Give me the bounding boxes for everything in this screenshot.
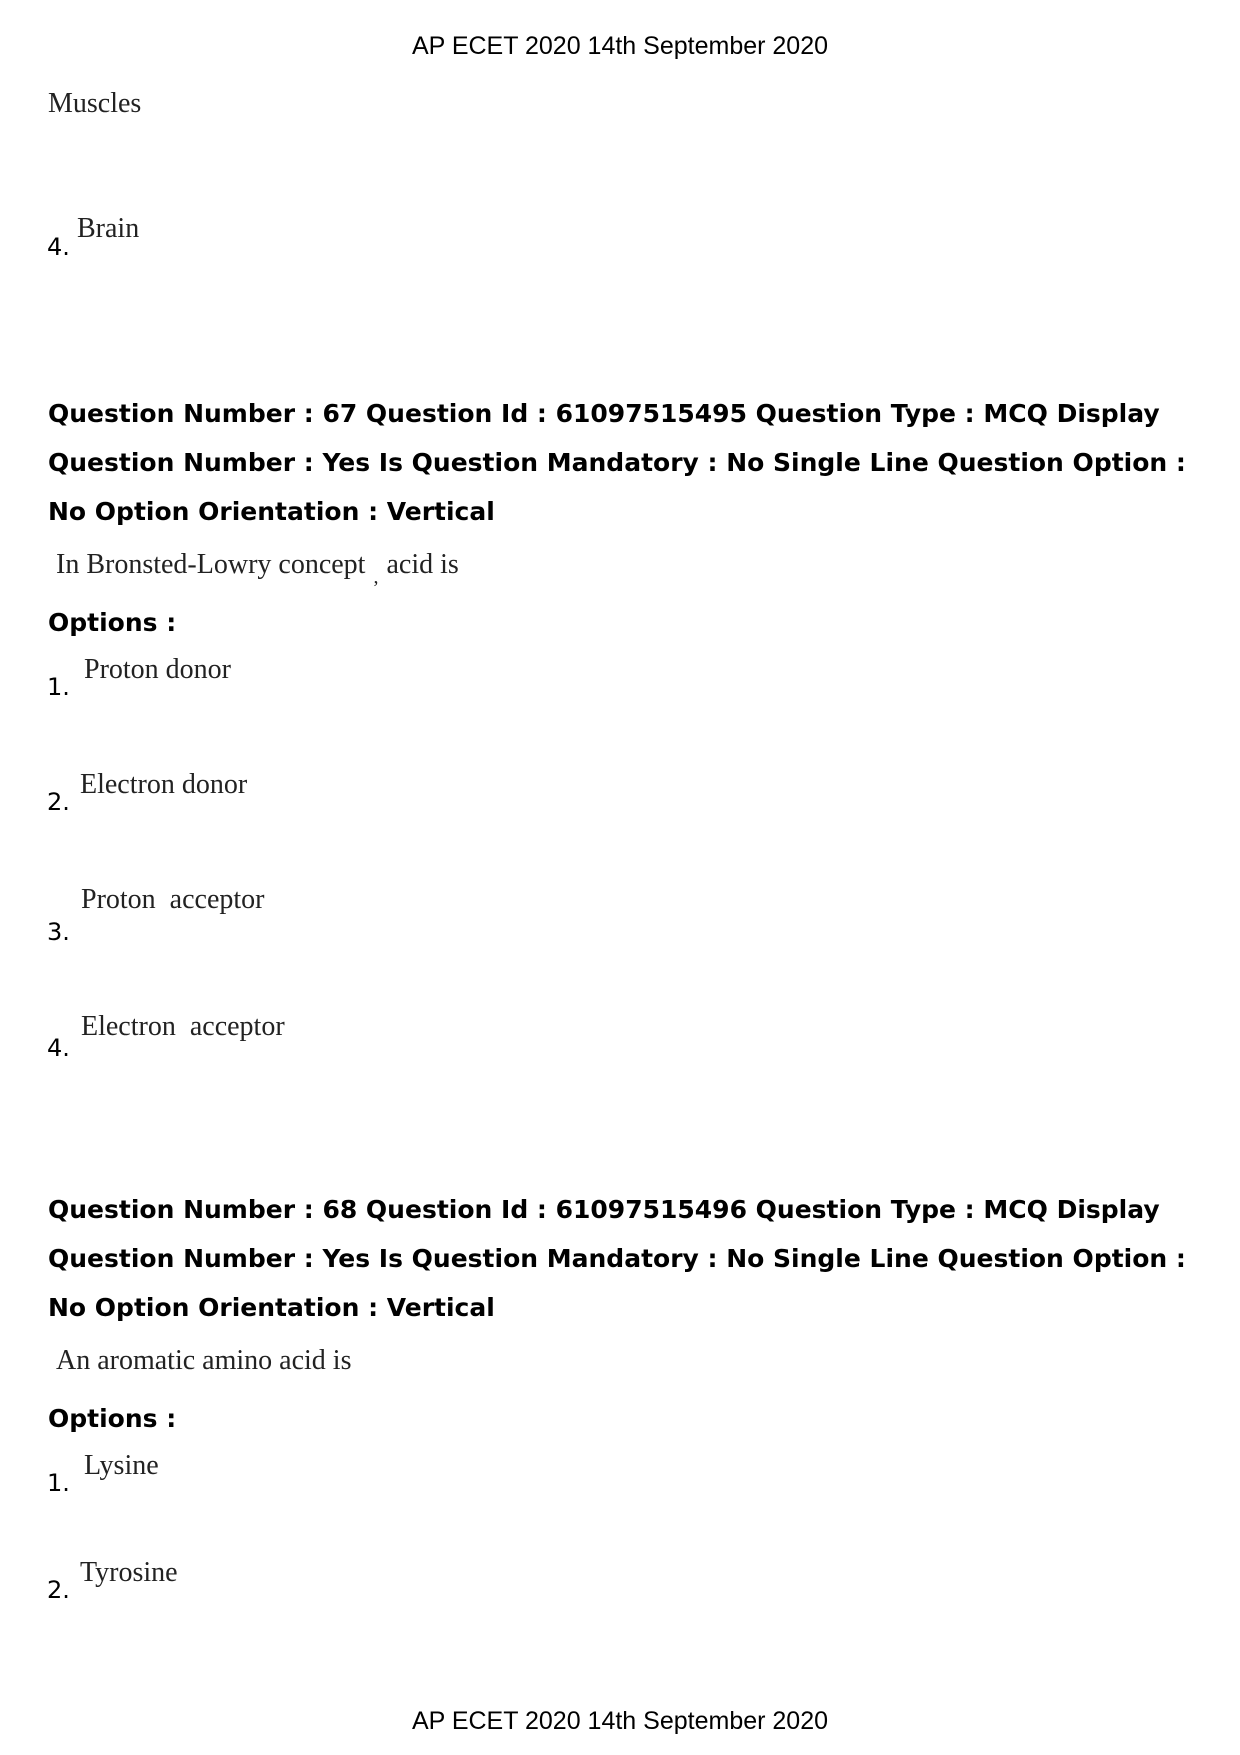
q68-option-2-number: 2.	[47, 1576, 70, 1604]
q67-stem-part1: In Bronsted-Lowry concept	[56, 549, 366, 580]
prev-option-3-text: Muscles	[48, 88, 142, 119]
q68-options-label: Options :	[48, 1404, 177, 1433]
q68-stem: An aromatic amino acid is	[56, 1345, 352, 1376]
q67-option-1-text: Proton donor	[84, 654, 231, 685]
q68-option-1-number: 1.	[47, 1469, 70, 1497]
q67-meta: Question Number : 67 Question Id : 61097515495 Question Type : MCQ Display Question Number : Yes Is Question Mandatory : No Single Line Question Option : No Option Orientation : Vertical	[48, 399, 1186, 526]
q67-options-label: Options :	[48, 608, 177, 637]
q68-option-1-text: Lysine	[84, 1450, 159, 1481]
q68-option-2-text: Tyrosine	[80, 1557, 178, 1588]
page-header: AP ECET 2020 14th September 2020	[411, 32, 829, 60]
q67-stem-part2: acid is	[386, 549, 459, 580]
q67-option-3-number: 3.	[47, 918, 70, 946]
page-footer: AP ECET 2020 14th September 2020	[411, 1707, 829, 1735]
q67-option-2-number: 2.	[47, 788, 70, 816]
q67-stem-comma: ,	[373, 566, 379, 588]
q67-stem	[56, 549, 459, 588]
prev-option-4-number: 4.	[47, 233, 70, 261]
q67-option-4-number: 4.	[47, 1034, 70, 1062]
q68-meta: Question Number : 68 Question Id : 61097515496 Question Type : MCQ Display Question Number : Yes Is Question Mandatory : No Single Line Question Option : No Option Orientation : Vertical	[48, 1195, 1186, 1322]
q67-option-4-text: Electron acceptor	[81, 1011, 285, 1042]
q67-option-3-text: Proton acceptor	[81, 884, 265, 915]
q67-option-1-number: 1.	[47, 673, 70, 701]
prev-option-4-text: Brain	[77, 213, 140, 244]
q67-option-2-text: Electron donor	[80, 769, 248, 800]
